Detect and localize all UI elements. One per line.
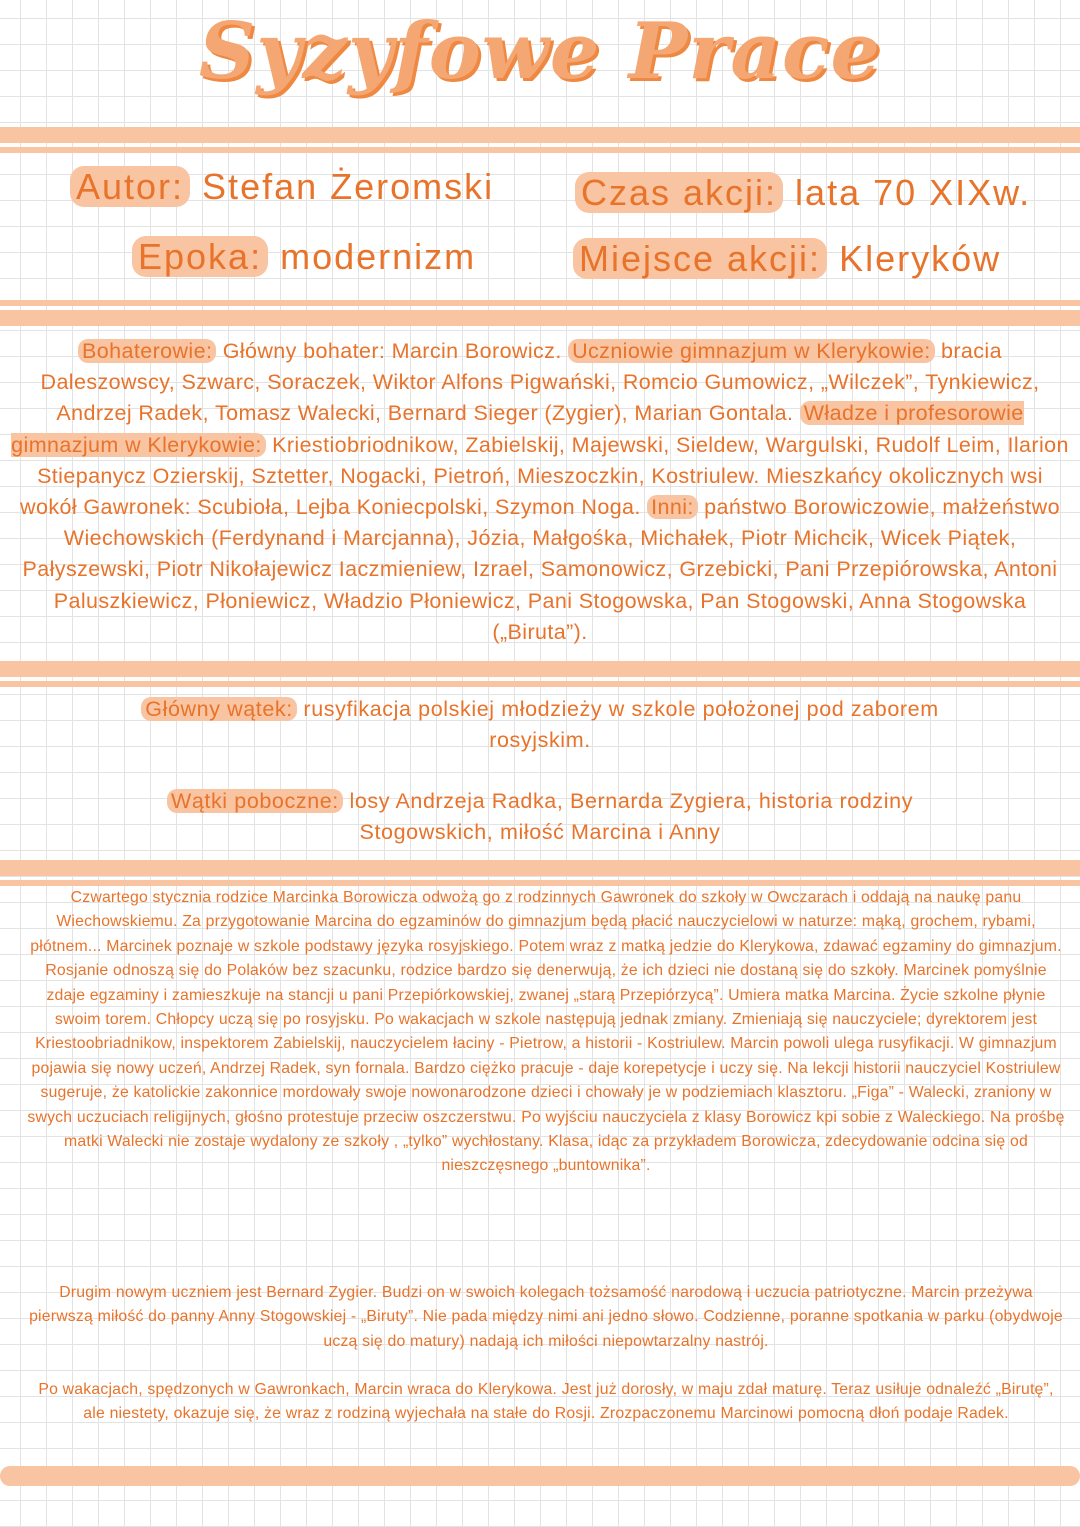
divider [0,300,1080,306]
divider [0,860,1080,876]
uczniowie-list: bracia Daleszowscy, Szwarc, Soraczek, Wiktor Alfons Pigwański, Romcio Gumowicz, „Wilczek”, Tynkiewicz, Andrzej Radek, Tomasz Walecki, Bernard Sieger (Zygier), Marian Gontala. [40,339,1040,426]
divider [0,127,1080,143]
watki-poboczne-label: Wątki poboczne: [167,789,343,813]
uczniowie-label: Uczniowie gimnazjum w Klerykowie: [568,339,935,363]
divider [0,681,1080,687]
czas-label: Czas akcji: [575,172,783,213]
bohaterowie-paragraph [10,336,1070,648]
inni-label: Inni: [647,495,698,519]
autor-label: Autor: [70,166,190,207]
epoka-value: modernizm [268,236,477,277]
streszczenie-paragraph-3: Po wakacjach, spędzonych w Gawronkach, Marcin wraca do Klerykowa. Jest już dorosły, w maju zdał maturę. Teraz usiłuje odnaleźć „Birutę”, ale niestety, okazuje się, że wraz z rodziną wyjechała na stałe do Rosji. Zrozpaczonemu Marcinowi pomocną dłoń podaje Radek. [38,1381,1054,1423]
bohaterowie-label: Bohaterowie: [78,339,216,363]
streszczenie-paragraph-1: Czwartego stycznia rodzice Marcinka Borowicza odwożą go z rodzinnych Gawronek do szkoły w Owczarach i oddają na naukę panu Wiechowskiemu. Za przygotowanie Marcina do egzaminów do gimnazjum będą płacić nauczycielowi w naturze: mąką, grochem, rybami, płótnem... Marcinek poznaje w szkole podstawy języka rosyjskiego. Potem wraz z matką jedzie do Klerykowa, zdawać egzaminy do gimnazjum. Rosjanie odnoszą się do Polaków bez szacunku, rodzice bardzo się denerwują, że ich dzieci nie dostaną się do szkoły. Marcinek pomyślnie zdaje egzaminy i zamieszkuje na stancji u pani Przepiórkowskiej, zwanej „starą Przepiórzycą”. Umiera matka Marcina. Życie szkolne płynie swoim torem. Chłopcy uczą się po rosyjsku. Po wakacjach w szkole następują jednak zmiany. Zmieniają się nauczyciele; dyrektorem jest Kriestoobriadnikow, inspektorem Zabielskij, nauczycielem łaciny - Pietrow, a historii - Kostriulew. Marcin powoli ulega rusyfikacji. W gimnazjum pojawia się nowy uczeń, Andrzej Radek, syn fornala. Bardzo ciężko pracuje - daje korepetycje i uczy się. Na lekcji historii nauczyciel Kostriulew sugeruje, że katolickie zakonnice mordowały swoje nowonarodzone dzieci i chowały je w podziemiach klasztoru. „Figa” - Walecki, zraniony w swych uczuciach religijnych, głośno protestuje przeciw oszczerstwu. Po wyjściu nauczyciela z klasy Borowicz kpi sobie z Waleckiego. Na prośbę matki Walecki nie zostaje wydalony ze szkoły , „tylko” wychłostany. Klasa, idąc za przykładem Borowicza, zdecydowanie odcina się od nieszczęsnego „buntownika”. [27,889,1065,1175]
inni-list: państwo Borowiczowie, małżeństwo Wiechowskich (Ferdynand i Marcjanna), Józia, Małgośka, Michałek, Piotr Michcik, Wicek Piątek, Pałyszewski, Piotr Nikołajewicz Iaczmieniew, Izrael, Samonowicz, Grzebicki, Pani Przepiórowska, Antoni Paluszkiewicz, Płoniewicz, Władzio Płoniewicz, Pani Stogowska, Pan Stogowski, Anna Stogowska („Biruta”). [22,495,1060,644]
autor-value: Stefan Żeromski [190,166,495,207]
wladze-list: Kriestiobriodnikow, Zabielskij, Majewski, Sieldew, Wargulski, Rudolf Leim, Ilarion Stiepanycz Ozierskij, Sztetter, Nogacki, Pietroń, Mieszoczkin, Kostriulew. Mieszkańcy okolicznych wsi wokół Gawronek: Scubioła, Lejba Koniecpolski, Szymon Noga. [20,432,1069,520]
glowny-bohater: Główny bohater: Marcin Borowicz. [216,339,569,363]
divider [0,310,1080,326]
watek-glowny [140,694,940,756]
miejsce-label: Miejsce akcji: [573,238,827,279]
czas-value: lata 70 XIXw. [783,172,1032,213]
info-epoka [132,236,476,278]
epoka-label: Epoka: [132,236,268,277]
watek-glowny-label: Główny wątek: [141,697,297,721]
watki-poboczne-text: losy Andrzeja Radka, Bernarda Zygiera, historia rodziny Stogowskich, miłość Marcina i Anny [342,789,914,844]
info-miejsce [573,238,1001,280]
divider [0,147,1080,153]
wladze-label: Władze i profesorowie gimnazjum w Klerykowie: [11,401,1024,457]
watek-glowny-text: rusyfikacja polskiej młodzieży w szkole położonej pod zaborem rosyjskim. [296,697,939,752]
watki-poboczne [150,786,930,848]
miejsce-value: Kleryków [827,238,1002,279]
divider [0,661,1080,677]
divider [0,1466,1080,1486]
page-title: Syzyfowe Prace [198,6,882,97]
info-autor [70,166,494,208]
streszczenie-paragraph-2: Drugim nowym uczniem jest Bernard Zygier. Budzi on w swoich kolegach tożsamość narodową i uczucia patriotyczne. Marcin przeżywa pierwszą miłość do panny Anny Stogowskiej - „Biruty”. Nie pada między nimi ani jedno słowo. Codzienne, poranne spotkania w parku (obydwoje uczą się do matury) nadają ich miłości niepowtarzalny nastrój. [29,1284,1063,1350]
info-czas [575,172,1031,214]
